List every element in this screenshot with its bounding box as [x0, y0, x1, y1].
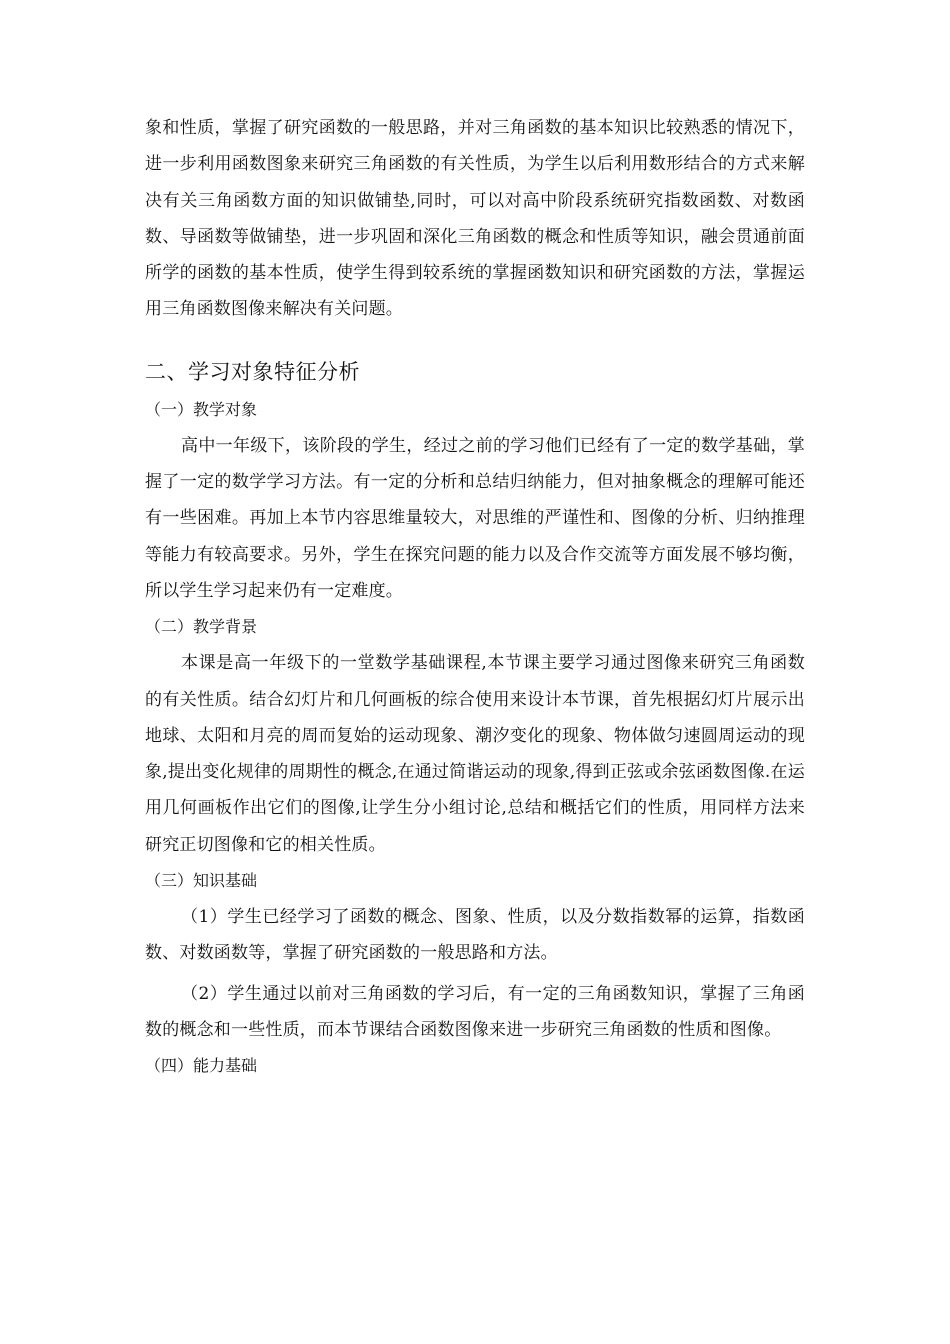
subsection-body-teaching-object: 高中一年级下，该阶段的学生，经过之前的学习他们已经有了一定的数学基础，掌握了一定的数学学习方法。有一定的分析和总结归纳能力，但对抽象概念的理解可能还有一些困难。再加上本节内容思维量较大，对思维的严谨性和、图像的分析、归纳推理等能力有较高要求。另外，学生在探究问题的能力以及合作交流等方面发展不够均衡，所以学生学习起来仍有一定难度。 — [145, 435, 805, 601]
subsection-title-ability-base: （四）能力基础 — [145, 1056, 258, 1076]
subsection-title-teaching-background: （二）教学背景 — [145, 617, 258, 637]
intro-paragraph: 象和性质，掌握了研究函数的一般思路，并对三角函数的基本知识比较熟悉的情况下，进一步利用函数图象来研究三角函数的有关性质，为学生以后利用数形结合的方式来解决有关三角函数方面的知识做铺垫,同时，可以对高中阶段系统研究指数函数、对数函数、导函数等做铺垫，进一步巩固和深化三角函数的概念和性质等知识，融会贯通前面所学的函数的基本性质，使学生得到较系统的掌握函数知识和研究函数的方法，掌握运用三角函数图像来解决有关问题。 — [145, 118, 805, 320]
knowledge-item-2: （2）学生通过以前对三角函数的学习后，有一定的三角函数知识，掌握了三角函数的概念和一些性质，而本节课结合函数图像来进一步研究三角函数的性质和图像。 — [145, 983, 805, 1040]
document-page — [145, 110, 805, 1084]
subsection-title-knowledge-base: （三）知识基础 — [145, 871, 258, 891]
subsection-title-teaching-object: （一）教学对象 — [145, 399, 258, 419]
section-title: 二、学习对象特征分析 — [145, 359, 360, 384]
subsection-body-teaching-background: 本课是高一年级下的一堂数学基础课程,本节课主要学习通过图像来研究三角函数的有关性质。结合幻灯片和几何画板的综合使用来设计本节课，首先根据幻灯片展示出地球、太阳和月亮的周而复始的运动现象、潮汐变化的现象、物体做匀速圆周运动的现象,提出变化规律的周期性的概念,在通过简谐运动的现象,得到正弦或余弦函数图像.在运用几何画板作出它们的图像,让学生分小组讨论,总结和概括它们的性质，用同样方法来研究正切图像和它的相关性质。 — [145, 653, 805, 855]
knowledge-item-1: （1）学生已经学习了函数的概念、图象、性质，以及分数指数幂的运算，指数函数、对数函数等，掌握了研究函数的一般思路和方法。 — [145, 907, 805, 964]
